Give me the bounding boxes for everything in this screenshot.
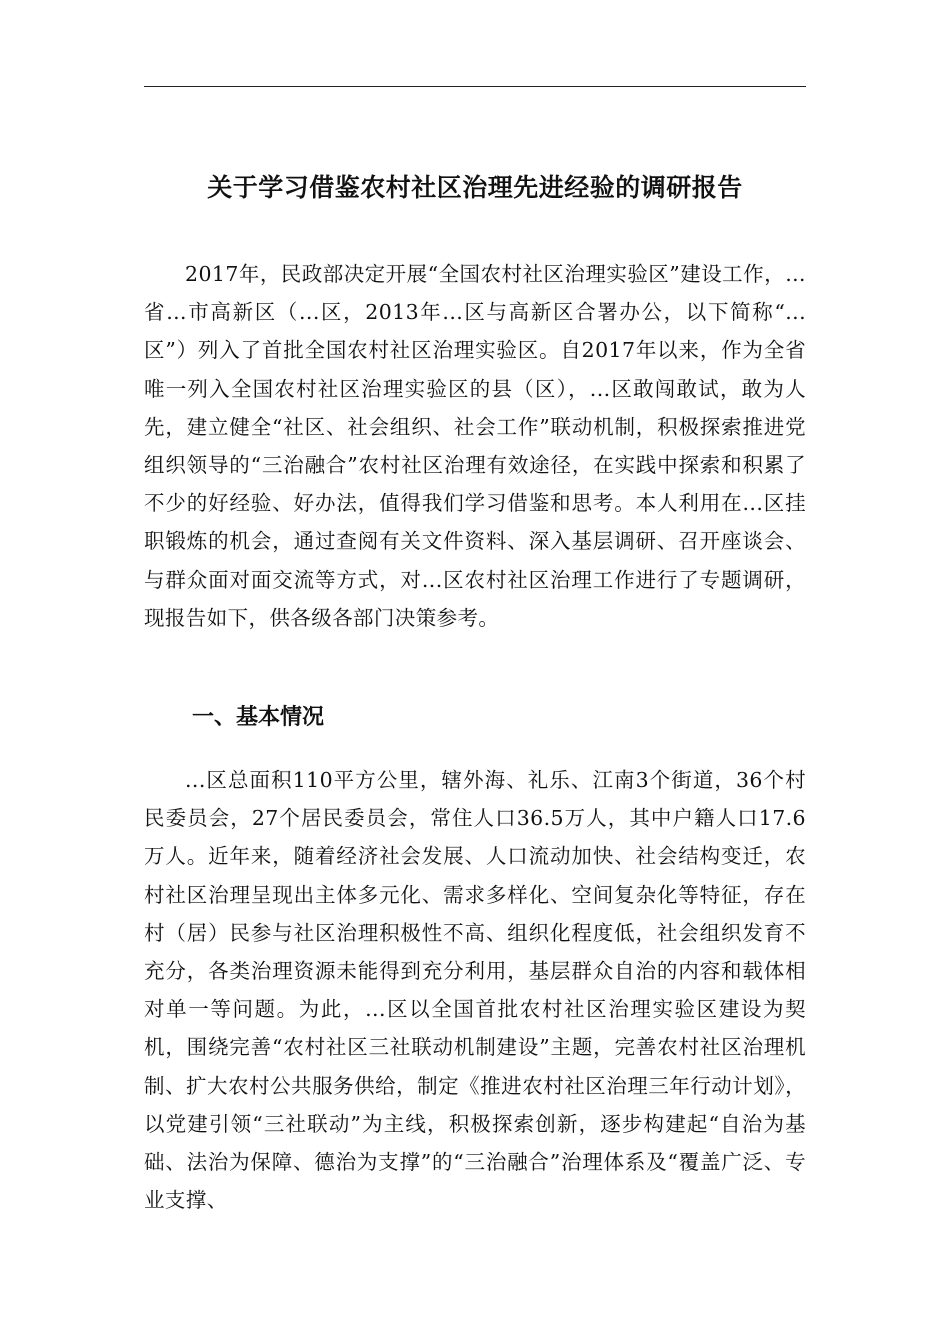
intro-paragraph: 2017年，民政部决定开展“全国农村社区治理实验区”建设工作，…省…市高新区（...区，2013年...区与高新区合署办公，以下简称“...区”）列入了首批全国农村社区治理实验区。自2017年以来，作为全省唯一列入全国农村社区治理实验区的县（区），...区敢闯敢试，敢为人先，建立健全“社区、社会组织、社会工作”联动机制，积极探索推进党组织领导的“三治融合”农村社区治理有效途径，在实践中探索和积累了不少的好经验、好办法，值得我们学习借鉴和思考。本人利用在...区挂职锻炼的机会，通过查阅有关文件资料、深入基层调研、召开座谈会、与群众面对面交流等方式，对...区农村社区治理工作进行了专题调研，现报告如下，供各级各部门决策参考。 — [144, 262, 806, 630]
basic-situation-paragraph: ...区总面积110平方公里，辖外海、礼乐、江南3个街道，36个村民委员会，27个居民委员会，常住人口36.5万人，其中户籍人口17.6万人。近年来，随着经济社会发展、人口流动加快、社会结构变迁，农村社区治理呈现出主体多元化、需求多样化、空间复杂化等特征，存在村（居）民参与社区治理积极性不高、组织化程度低，社会组织发育不充分，各类治理资源未能得到充分利用，基层群众自治的内容和载体相对单一等问题。为此，...区以全国首批农村社区治理实验区建设为契机，围绕完善“农村社区三社联动机制建设”主题，完善农村社区治理机制、扩大农村公共服务供给，制定《推进农村社区治理三年行动计划》，以党建引领“三社联动”为主线，积极探索创新，逐步构建起“自治为基础、法治为保障、德治为支撑”的“三治融合”治理体系及“覆盖广泛、专业支撑、 — [144, 768, 806, 1213]
header-rule — [144, 86, 806, 87]
section-heading-basic-situation: 一、基本情况 — [192, 705, 325, 730]
document-title: 关于学习借鉴农村社区治理先进经验的调研报告 — [207, 173, 743, 202]
